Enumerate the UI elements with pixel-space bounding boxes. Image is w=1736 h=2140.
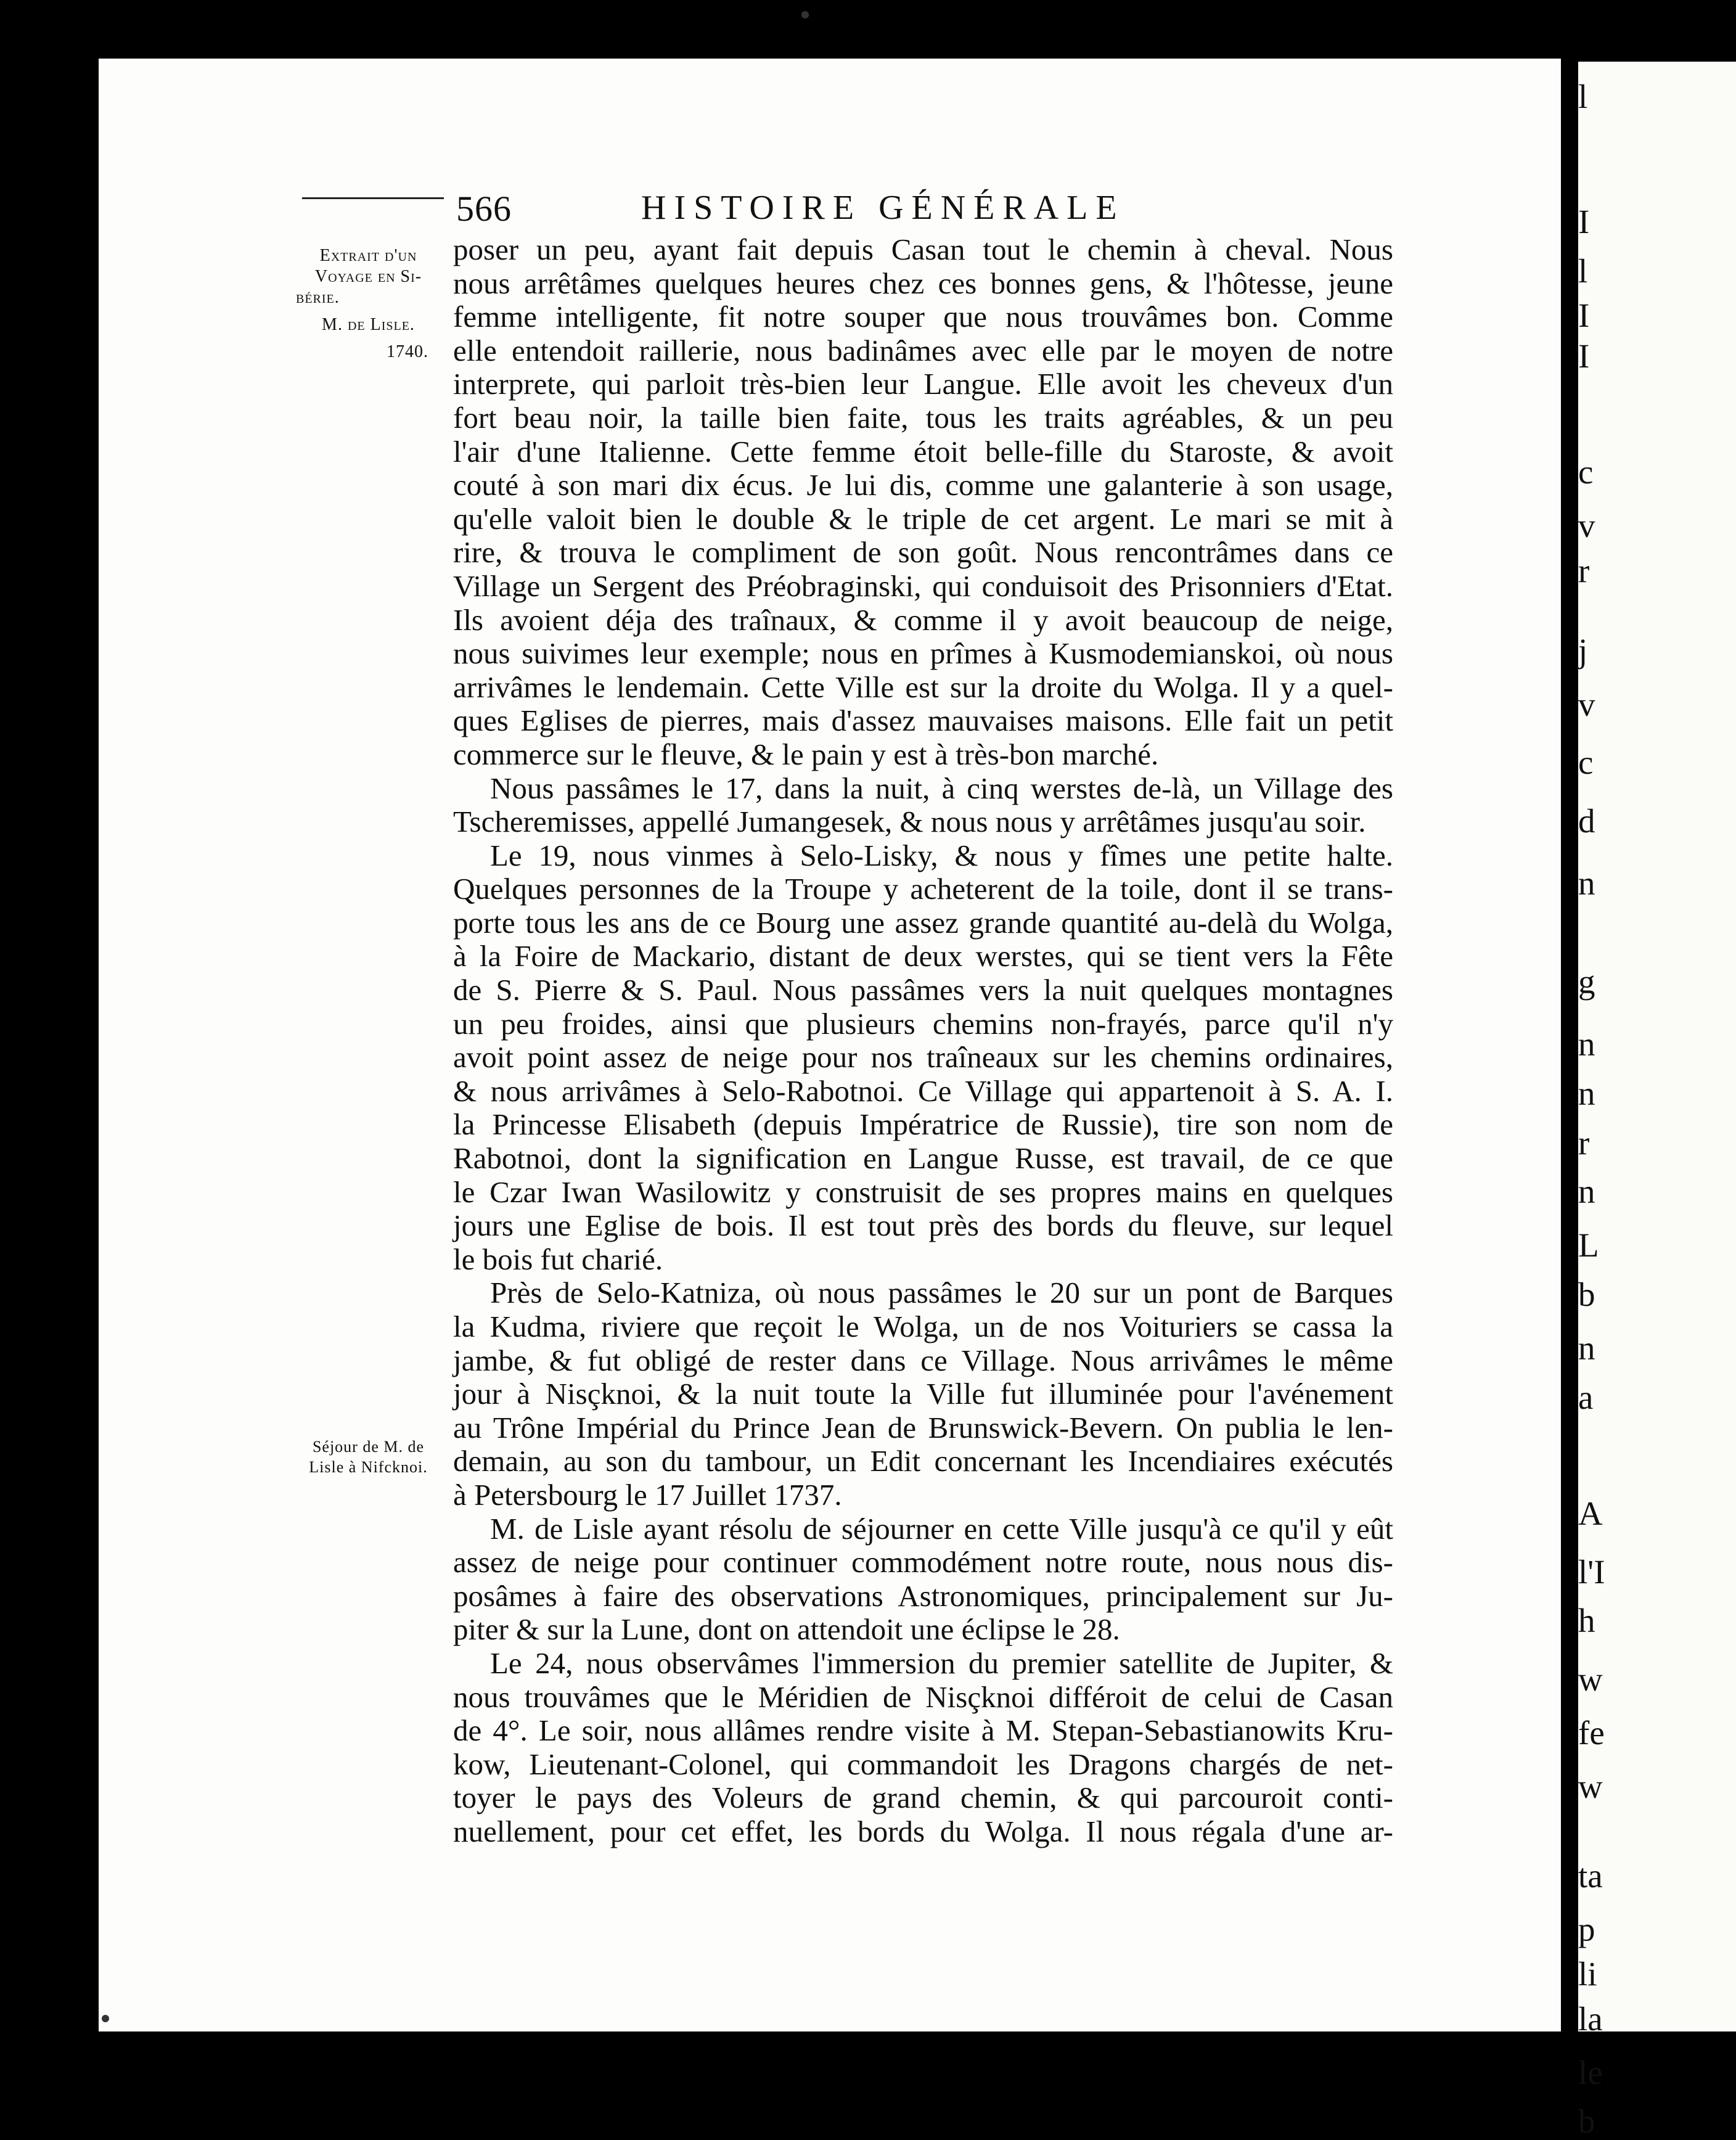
text-line: Ils avoient déja des traînaux, & comme il y avoit beaucoup de neige, [453,602,1393,637]
text-line: nous trouvâmes que le Méridien de Nisçknoi différoit de celui de Casan [453,1679,1393,1714]
facing-text-fragment: h [1578,1602,1595,1640]
running-title: HISTOIRE GÉNÉRALE [641,189,1125,227]
text-line: nous suivimes leur exemple; nous en prîmes à Kusmodemianskoi, où nous [453,636,1393,671]
text-line: ques Eglises de pierres, mais d'assez mauvaises maisons. Elle fait un petit [453,703,1393,738]
facing-text-fragment: g [1578,962,1595,1001]
facing-text-fragment: n [1578,1074,1595,1112]
text-line: l'air d'une Italienne. Cette femme étoit belle-fille du Staroste, & avoit [453,434,1393,469]
margin-note-line: Extrait d'un [319,246,417,265]
scan-speck [801,11,809,18]
facing-text-fragment: l [1578,252,1588,290]
facing-text-fragment: r [1578,1123,1590,1162]
text-line: posâmes à faire des observations Astronomiques, principalement sur Ju- [453,1578,1393,1613]
text-line: Nous passâmes le 17, dans la nuit, à cinq werstes de-là, un Village des [490,771,1393,805]
facing-text-fragment: n [1578,1173,1595,1211]
facing-text-fragment: j [1578,632,1588,670]
facing-text-fragment: I [1578,297,1590,335]
text-line: Près de Selo-Katniza, où nous passâmes le 20 sur un pont de Barques [490,1276,1393,1310]
text-line: Le 24, nous observâmes l'immersion du premier satellite de Jupiter, & [490,1646,1393,1680]
facing-text-fragment: I [1578,337,1590,375]
facing-text-fragment: ta [1578,1856,1603,1895]
text-line: nous arrêtâmes quelques heures chez ces bonnes gens, & l'hôtesse, jeune [453,266,1393,300]
text-line: le bois fut charié. [453,1242,663,1276]
text-line: & nous arrivâmes à Selo-Rabotnoi. Ce Village qui appartenoit à S. A. I. [453,1073,1393,1108]
facing-text-fragment: n [1578,864,1595,902]
text-line: toyer le pays des Voleurs de grand chemin, & qui parcouroit conti- [453,1781,1393,1815]
text-line: porte tous les ans de ce Bourg une assez grande quantité au-delà du Wolga, [453,905,1393,940]
margin-note-sejour [296,1437,441,1477]
facing-text-fragment: A [1578,1494,1603,1533]
text-line: Quelques personnes de la Troupe y acheterent de la toile, dont il se trans- [453,872,1393,906]
text-line: commerce sur le fleuve, & le pain y est à très-bon marché. [453,737,1159,771]
margin-note-line: Voyage en Si- [314,267,422,286]
text-line: jours une Eglise de bois. Il est tout près des bords du fleuve, sur lequel [453,1208,1393,1243]
text-line: Le 19, nous vinmes à Selo-Lisky, & nous y fîmes une petite halte. [490,838,1393,872]
text-line: elle entendoit raillerie, nous badinâmes avec elle par le moyen de notre [453,333,1393,367]
text-line: piter & sur la Lune, dont on attendoit une éclipse le 28. [453,1612,1120,1647]
text-line: le Czar Iwan Wasilowitz y construisit de ses propres mains en quelques [453,1175,1393,1209]
facing-text-fragment: d [1578,801,1595,840]
running-header [456,188,1251,237]
text-line: de S. Pierre & S. Paul. Nous passâmes vers la nuit quelques montagnes [453,973,1393,1007]
margin-note-line: Lisle à Nifcknoi. [309,1458,428,1476]
facing-text-fragment: r [1578,551,1590,589]
facing-text-fragment: li [1578,1955,1597,1993]
page-gutter [1562,59,1579,2031]
facing-text-fragment: l'I [1578,1552,1605,1591]
margin-note-line: 1740. [387,342,428,361]
text-line: au Trône Impérial du Prince Jean de Brunswick-Bevern. On publia le len- [453,1410,1393,1445]
facing-text-fragment: v [1578,686,1595,723]
text-line: la Princesse Elisabeth (depuis Impératrice de Russie), tire son nom de [453,1107,1393,1142]
facing-text-fragment: v [1578,507,1595,544]
text-line: à Petersbourg le 17 Juillet 1737. [453,1477,842,1512]
facing-text-fragment: w [1578,1767,1603,1805]
text-line: avoit point assez de neige pour nos traîneaux sur les chemins ordinaires, [453,1040,1393,1075]
scan-speck [102,2015,109,2022]
facing-text-fragment: b [1578,1276,1595,1313]
header-rule [302,197,444,199]
facing-page-edge [1578,62,1736,2140]
text-line: Rabotnoi, dont la signification en Langue Russe, est travail, de ce que [453,1141,1393,1176]
text-line: demain, au son du tambour, un Edit concernant les Incendiaires exécutés [453,1444,1393,1478]
text-line: Village un Sergent des Préobraginski, qui conduisoit des Prisonniers d'Etat. [453,568,1393,603]
text-line: de 4°. Le soir, nous allâmes rendre visite à M. Stepan-Sebastianowits Kru- [453,1713,1393,1748]
text-line: jambe, & fut obligé de rester dans ce Village. Nous arrivâmes le même [453,1343,1393,1377]
margin-note-line: Séjour de M. de [312,1438,425,1456]
body-text [453,233,1393,1849]
text-line: kow, Lieutenant-Colonel, qui commandoit les Dragons chargés de net- [453,1747,1393,1781]
facing-text-fragment: p [1578,1910,1595,1948]
margin-note-extrait [296,245,441,363]
facing-text-fragment: w [1578,1660,1603,1698]
margin-note-line: M. de Lisle. [322,315,415,334]
text-line: fort beau noir, la taille bien faite, tous les traits agréables, & un peu [453,400,1393,435]
facing-text-fragment: I [1578,203,1590,240]
facing-text-fragment: b [1578,2102,1595,2140]
text-line: rire, & trouva le compliment de son goût. Nous rencontrâmes dans ce [453,535,1393,570]
facing-text-fragment: L [1578,1226,1599,1265]
text-line: interprete, qui parloit très-bien leur Langue. Elle avoit les cheveux d'un [453,367,1393,401]
facing-text-fragment: c [1578,453,1594,491]
margin-note-line: bérie. [296,288,340,307]
text-line: assez de neige pour continuer commodément notre route, nous nous dis- [453,1545,1393,1580]
text-line: arrivâmes le lendemain. Cette Ville est sur la droite du Wolga. Il y a quel- [453,670,1393,704]
text-line: couté à son mari dix écus. Je lui dis, comme une galanterie à son usage, [453,468,1393,502]
text-line: jour à Nisçknoi, & la nuit toute la Ville fut illuminée pour l'avénement [453,1377,1393,1411]
text-line: poser un peu, ayant fait depuis Casan tout le chemin à cheval. Nous [453,232,1393,266]
facing-text-fragment: le [1578,2053,1603,2091]
text-line: femme intelligente, fit notre souper que nous trouvâmes bon. Comme [453,300,1393,334]
facing-text-fragment: a [1578,1378,1594,1416]
text-line: qu'elle valoit bien le double & le triple de cet argent. Le mari se mit à [453,501,1393,536]
facing-text-fragment: fe [1578,1713,1605,1752]
page-number: 566 [456,189,512,229]
facing-text-fragment: la [1578,1999,1603,2038]
text-line: la Kudma, riviere que reçoit le Wolga, un de nos Voituriers se cassa la [453,1310,1393,1343]
text-line: M. de Lisle ayant résolu de séjourner en cette Ville jusqu'à ce qu'il y eût [490,1511,1393,1546]
facing-text-fragment: n [1578,1025,1595,1063]
facing-text-fragment: c [1578,744,1594,782]
text-line: un peu froides, ainsi que plusieurs chemins non-frayés, parce qu'il n'y [453,1006,1393,1041]
facing-text-fragment: l [1578,78,1588,115]
text-line: nuellement, pour cet effet, les bords du Wolga. Il nous régala d'une ar- [453,1814,1393,1848]
text-line: Tscheremisses, appellé Jumangesek, & nous nous y arrêtâmes jusqu'au soir. [453,805,1366,839]
text-line: à la Foire de Mackario, distant de deux werstes, qui se tient vers la Fête [453,939,1393,974]
facing-text-fragment: n [1578,1329,1595,1367]
